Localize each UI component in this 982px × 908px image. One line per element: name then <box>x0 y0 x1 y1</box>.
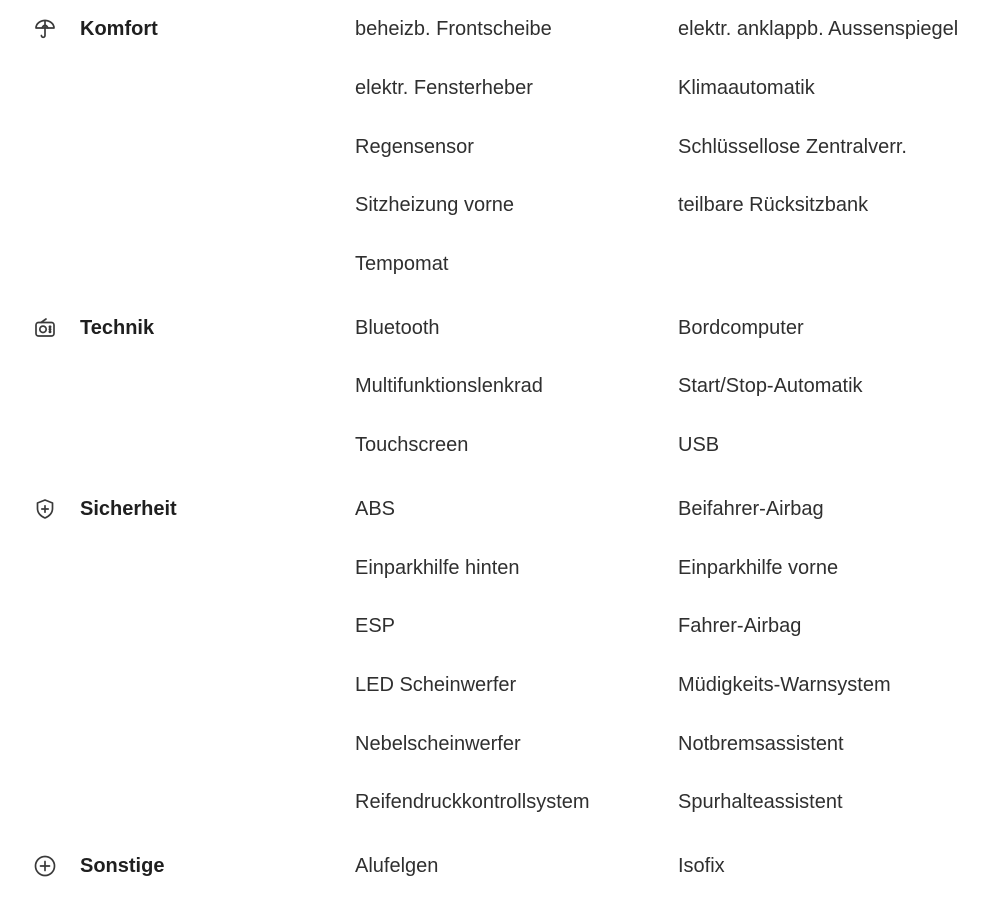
feature-item: Einparkhilfe hinten <box>355 557 520 579</box>
feature-item: Spurhalteassistent <box>678 791 843 813</box>
feature-item: Regensensor <box>355 136 474 158</box>
category-title: Technik <box>80 317 155 339</box>
feature-item: Multifunktionslenkrad <box>355 375 543 397</box>
category-title: Sicherheit <box>80 498 177 520</box>
feature-item: Einparkhilfe vorne <box>678 557 839 579</box>
feature-item: Schlüssellose Zentralverr. <box>678 136 907 158</box>
feature-item: Klimaautomatik <box>678 77 815 99</box>
shield-plus-icon <box>33 497 57 521</box>
feature-item: Nebelscheinwerfer <box>355 733 521 755</box>
feature-item: Alufelgen <box>355 855 439 877</box>
category-title: Komfort <box>80 18 158 40</box>
feature-item: Müdigkeits-Warnsystem <box>678 674 891 696</box>
feature-item: Fahrer-Airbag <box>678 615 802 637</box>
feature-item: Start/Stop-Automatik <box>678 375 863 397</box>
feature-item: Reifendruckkontrollsystem <box>355 791 590 813</box>
umbrella-icon <box>33 17 57 41</box>
feature-item: ESP <box>355 615 396 637</box>
feature-item: teilbare Rücksitzbank <box>678 194 869 216</box>
feature-item: Touchscreen <box>355 434 469 456</box>
feature-item: Bluetooth <box>355 317 440 339</box>
feature-item: Beifahrer-Airbag <box>678 498 824 520</box>
feature-item: ABS <box>355 498 396 520</box>
feature-item: USB <box>678 434 720 456</box>
feature-item: Tempomat <box>355 253 449 275</box>
radio-icon <box>33 316 57 340</box>
feature-item: Bordcomputer <box>678 317 804 339</box>
feature-item: elektr. Fensterheber <box>355 77 533 99</box>
category-title: Sonstige <box>80 855 165 877</box>
feature-item: elektr. anklappb. Aussenspiegel <box>678 18 959 40</box>
feature-item: Isofix <box>678 855 725 877</box>
feature-item: Sitzheizung vorne <box>355 194 514 216</box>
feature-item: Notbremsassistent <box>678 733 844 755</box>
feature-item: beheizb. Frontscheibe <box>355 18 552 40</box>
feature-item: LED Scheinwerfer <box>355 674 517 696</box>
circle-plus-icon <box>33 854 57 878</box>
